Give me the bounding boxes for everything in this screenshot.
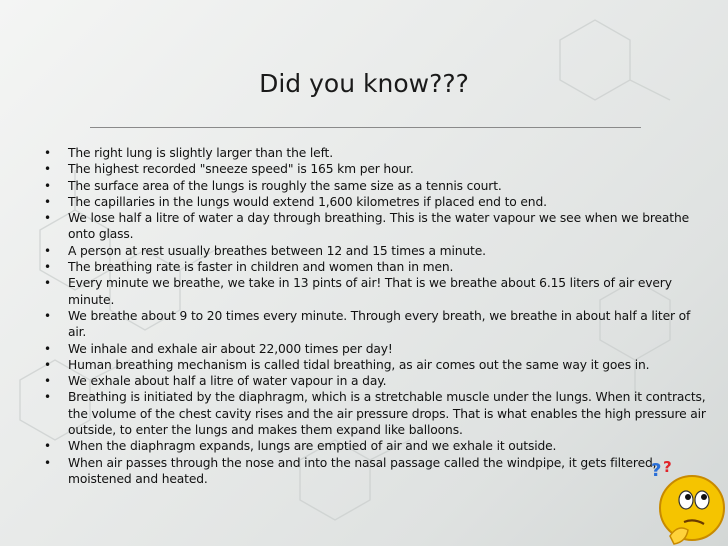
- svg-text:?: ?: [651, 460, 662, 480]
- list-item: • Breathing is initiated by the diaphragm, which is a stretchable muscle under the lungs. When it contracts, the volume of the chest cavity rises and the air pressure drops. That is what enables the high pressure air outside, to enter the lungs and makes them expand like balloons.: [44, 389, 712, 438]
- svg-text:?: ?: [663, 458, 672, 476]
- list-item: • Every minute we breathe, we take in 13 pints of air! That is we breathe about 6.15 liters of air every minute.: [44, 275, 712, 308]
- fact-list: [44, 145, 712, 487]
- title-divider: [90, 127, 641, 128]
- list-item: • We inhale and exhale air about 22,000 times per day!: [44, 341, 712, 357]
- list-item: • The capillaries in the lungs would extend 1,600 kilometres if placed end to end.: [44, 194, 712, 210]
- slide-title: Did you know???: [259, 69, 469, 98]
- list-item: • We exhale about half a litre of water vapour in a day.: [44, 373, 712, 389]
- list-item: • We lose half a litre of water a day through breathing. This is the water vapour we see when we breathe onto glass.: [44, 210, 712, 243]
- list-item: • We breathe about 9 to 20 times every minute. Through every breath, we breathe in about half a liter of air.: [44, 308, 712, 341]
- list-item: • When air passes through the nose and into the nasal passage called the windpipe, it gets filtered, moistened and heated.: [44, 455, 712, 488]
- list-item: • The right lung is slightly larger than the left.: [44, 145, 712, 161]
- list-item: • The highest recorded "sneeze speed" is 165 km per hour.: [44, 161, 712, 177]
- list-item: • When the diaphragm expands, lungs are emptied of air and we exhale it outside.: [44, 438, 712, 454]
- question-marks-icon: [649, 456, 699, 480]
- list-item: • The breathing rate is faster in children and women than in men.: [44, 259, 712, 275]
- list-item: • The surface area of the lungs is roughly the same size as a tennis court.: [44, 178, 712, 194]
- list-item: • Human breathing mechanism is called tidal breathing, as air comes out the same way it goes in.: [44, 357, 712, 373]
- list-item: • A person at rest usually breathes between 12 and 15 times a minute.: [44, 243, 712, 259]
